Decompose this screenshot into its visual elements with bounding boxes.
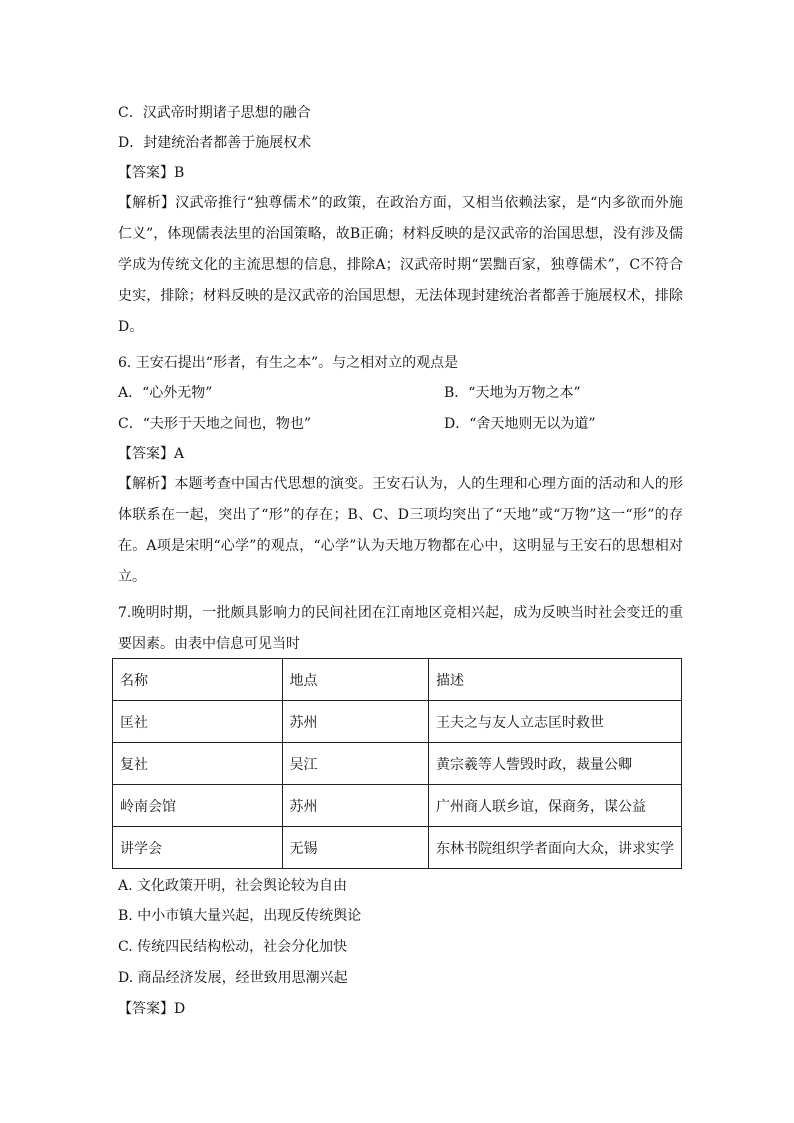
- q5-analysis: 【解析】汉武帝推行“独尊儒术”的政策，在政治方面，又相当依赖法家，是“内多欲而外施仁义”，体现儒表法里的治国策略，故B正确；材料反映的是汉武帝的治国思想，没有涉及儒学成为传统文化的主流思想的信息，排除A；汉武帝时期“罢黜百家，独尊儒术”，C不符合史实，排除；材料反映的是汉武帝的治国思想，无法体现封建统治者都善于施展权术，排除D。: [118, 195, 683, 335]
- q7-stem: 7.晚明时期，一批颇具影响力的民间社团在江南地区竞相兴起，成为反映当时社会变迁的重要因素。由表中信息可见当时: [118, 605, 683, 652]
- table-cell: 苏州: [282, 785, 429, 827]
- q6-analysis: 【解析】本题考查中国古代思想的演变。王安石认为，人的生理和心理方面的活动和人的形体联系在一起，突出了“形”的存在；B、C、D三项均突出了“天地”或“万物”这一“形”的存在。A项是宋明“心学”的观点，“心学”认为天地万物都在心中，这明显与王安石的思想相对立。: [118, 476, 683, 585]
- table-row: [113, 785, 682, 827]
- table-row: [113, 827, 682, 869]
- table-cell: 王夫之与友人立志匡时救世: [429, 701, 682, 743]
- table-cell: 黄宗羲等人訾毁时政，裁量公卿: [429, 743, 682, 785]
- q6-option-a: A．“心外无物”: [118, 385, 213, 401]
- q7-answer: 【答案】D: [118, 1001, 186, 1017]
- table-header-cell: 名称: [113, 659, 283, 701]
- q6-stem: 6. 王安石提出“形者，有生之本”。与之相对立的观点是: [118, 355, 459, 371]
- table-row: [113, 701, 682, 743]
- table-cell: 苏州: [282, 701, 429, 743]
- table-header-cell: 描述: [429, 659, 682, 701]
- q6-answer: 【答案】A: [118, 446, 185, 462]
- table-cell: 东林书院组织学者面向大众，讲求实学: [429, 827, 682, 869]
- table-row: [113, 743, 682, 785]
- table-header-row: [113, 659, 682, 701]
- table-cell: 岭南会馆: [113, 785, 283, 827]
- q5-answer: 【答案】B: [118, 165, 185, 181]
- q7-option-d: D. 商品经济发展，经世致用思潮兴起: [118, 970, 348, 986]
- table-cell: 讲学会: [113, 827, 283, 869]
- table-cell: 无锡: [282, 827, 429, 869]
- q6-option-b: B．“天地为万物之本”: [444, 385, 581, 401]
- table-cell: 匡社: [113, 701, 283, 743]
- table-cell: 复社: [113, 743, 283, 785]
- q6-option-c: C．“夫形于天地之间也，物也”: [118, 416, 312, 432]
- q6-option-d: D．“舍天地则无以为道”: [444, 416, 596, 432]
- q7-option-b: B. 中小市镇大量兴起，出现反传统舆论: [118, 908, 362, 924]
- table-cell: 吴江: [282, 743, 429, 785]
- q7-option-c: C. 传统四民结构松动，社会分化加快: [118, 939, 348, 955]
- q7-option-a: A. 文化政策开明，社会舆论较为自由: [118, 878, 348, 894]
- q7-society-table: [112, 658, 682, 869]
- table-header-cell: 地点: [282, 659, 429, 701]
- table-cell: 广州商人联乡谊，保商务，谋公益: [429, 785, 682, 827]
- q5-option-c: C．汉武帝时期诸子思想的融合: [118, 105, 311, 121]
- q5-option-d: D．封建统治者都善于施展权术: [118, 135, 312, 151]
